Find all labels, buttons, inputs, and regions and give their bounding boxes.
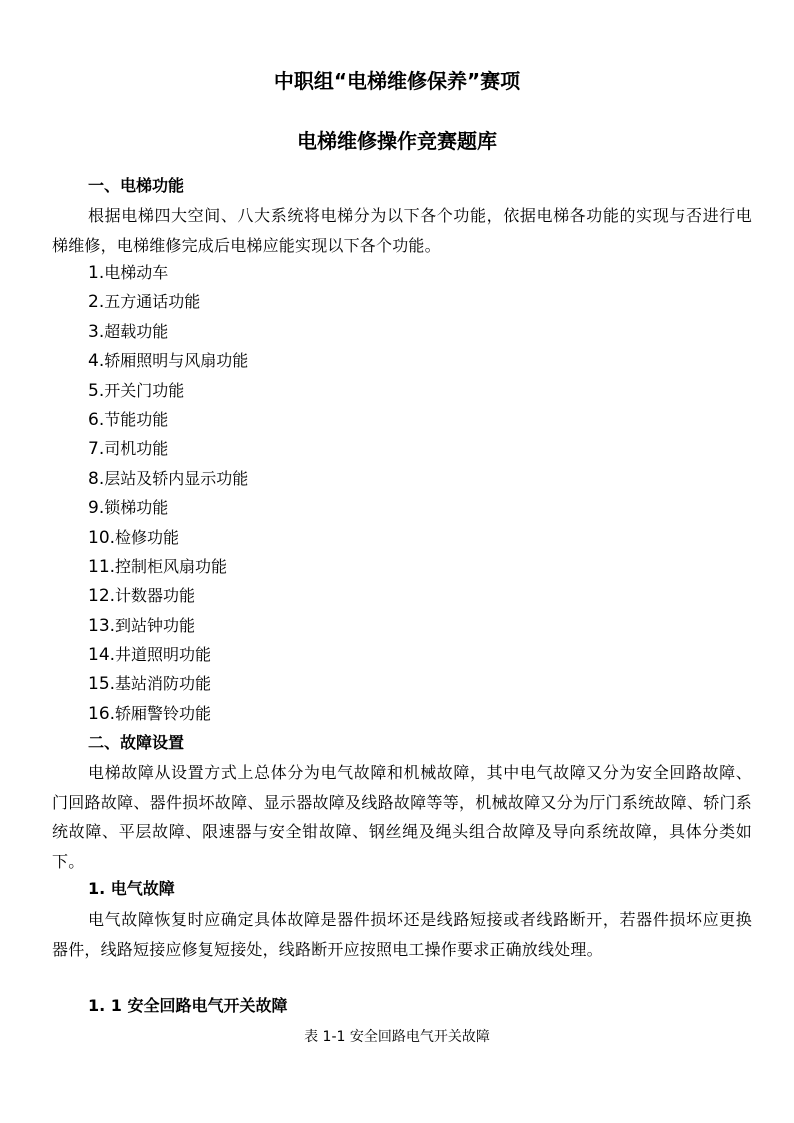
list-item: [88, 376, 248, 405]
list-item: [88, 669, 248, 698]
list-item: [88, 317, 248, 346]
subsection-text-electrical-faults: 电气故障恢复时应确定具体故障是器件损坏还是线路短接或者线路断开，若器件损坏应更换器件，线路短接应修复短接处，线路断开应按照电工操作要求正确放线处理。: [52, 910, 752, 959]
list-item-text: 五方通话功能: [104, 292, 201, 312]
list-item-number: 16.: [88, 703, 116, 724]
list-item: [88, 287, 248, 316]
list-item-number: 13.: [88, 615, 116, 636]
subsection-heading-safety-circuit: 1. 1 安全回路电气开关故障: [88, 996, 288, 1015]
document-title: 中职组“电梯维修保养”赛项: [273, 69, 521, 93]
list-item: [88, 405, 248, 434]
list-item-number: 5.: [88, 380, 105, 401]
list-item: [88, 493, 248, 522]
list-item: [88, 640, 248, 669]
section-intro-functions: 根据电梯四大空间、八大系统将电梯分为以下各个功能，依据电梯各功能的实现与否进行电梯维修，电梯维修完成后电梯应能实现以下各个功能。: [52, 206, 752, 255]
list-item-text: 基站消防功能: [115, 674, 212, 694]
list-item-number: 11.: [88, 556, 116, 577]
document-subtitle: 电梯维修操作竞赛题库: [297, 129, 497, 153]
list-item-number: 9.: [88, 498, 105, 519]
list-item-text: 轿厢警铃功能: [115, 703, 212, 723]
list-item: [88, 552, 248, 581]
subsection-heading-electrical-faults: 1. 电气故障: [88, 879, 175, 898]
list-item-text: 井道照明功能: [115, 645, 212, 665]
list-item-text: 超载功能: [104, 321, 169, 341]
list-item-number: 10.: [88, 527, 116, 548]
list-item-number: 4.: [88, 351, 105, 372]
list-item-number: 3.: [88, 321, 105, 342]
list-item-number: 6.: [88, 409, 105, 430]
list-item-text: 到站钟功能: [115, 615, 196, 635]
list-item-text: 司机功能: [104, 439, 169, 459]
list-item: [88, 434, 248, 463]
section-intro-fault-setup: 电梯故障从设置方式上总体分为电气故障和机械故障，其中电气故障又分为安全回路故障、门回路故障、器件损坏故障、显示器故障及线路故障等等，机械故障又分为厅门系统故障、轿门系统故障、平层故障、限速器与安全钳故障、钢丝绳及绳头组合故障及导向系统故障，具体分类如下。: [52, 763, 752, 871]
list-item-text: 节能功能: [104, 409, 169, 429]
function-list: [88, 258, 248, 728]
list-item-text: 计数器功能: [115, 586, 196, 606]
list-item-number: 2.: [88, 292, 105, 313]
table-caption: 表 1-1 安全回路电气开关故障: [304, 1029, 490, 1045]
list-item-text: 锁梯功能: [104, 498, 169, 518]
list-item: [88, 699, 248, 728]
list-item-text: 轿厢照明与风扇功能: [104, 351, 249, 371]
list-item: [88, 611, 248, 640]
list-item: [88, 581, 248, 610]
section-heading-fault-setup: 二、故障设置: [88, 733, 185, 752]
list-item-text: 层站及轿内显示功能: [104, 468, 249, 488]
list-item-text: 开关门功能: [104, 380, 185, 400]
list-item-number: 15.: [88, 674, 116, 695]
list-item: [88, 464, 248, 493]
list-item-number: 12.: [88, 586, 116, 607]
list-item: [88, 258, 248, 287]
list-item: [88, 346, 248, 375]
list-item-text: 检修功能: [115, 527, 180, 547]
list-item-text: 控制柜风扇功能: [115, 556, 228, 576]
list-item-number: 7.: [88, 439, 105, 460]
list-item-number: 1.: [88, 263, 105, 283]
list-item-number: 14.: [88, 645, 116, 666]
list-item: [88, 523, 248, 552]
list-item-text: 电梯动车: [104, 263, 169, 282]
section-heading-functions: 一、电梯功能: [88, 176, 185, 195]
list-item-number: 8.: [88, 468, 105, 489]
